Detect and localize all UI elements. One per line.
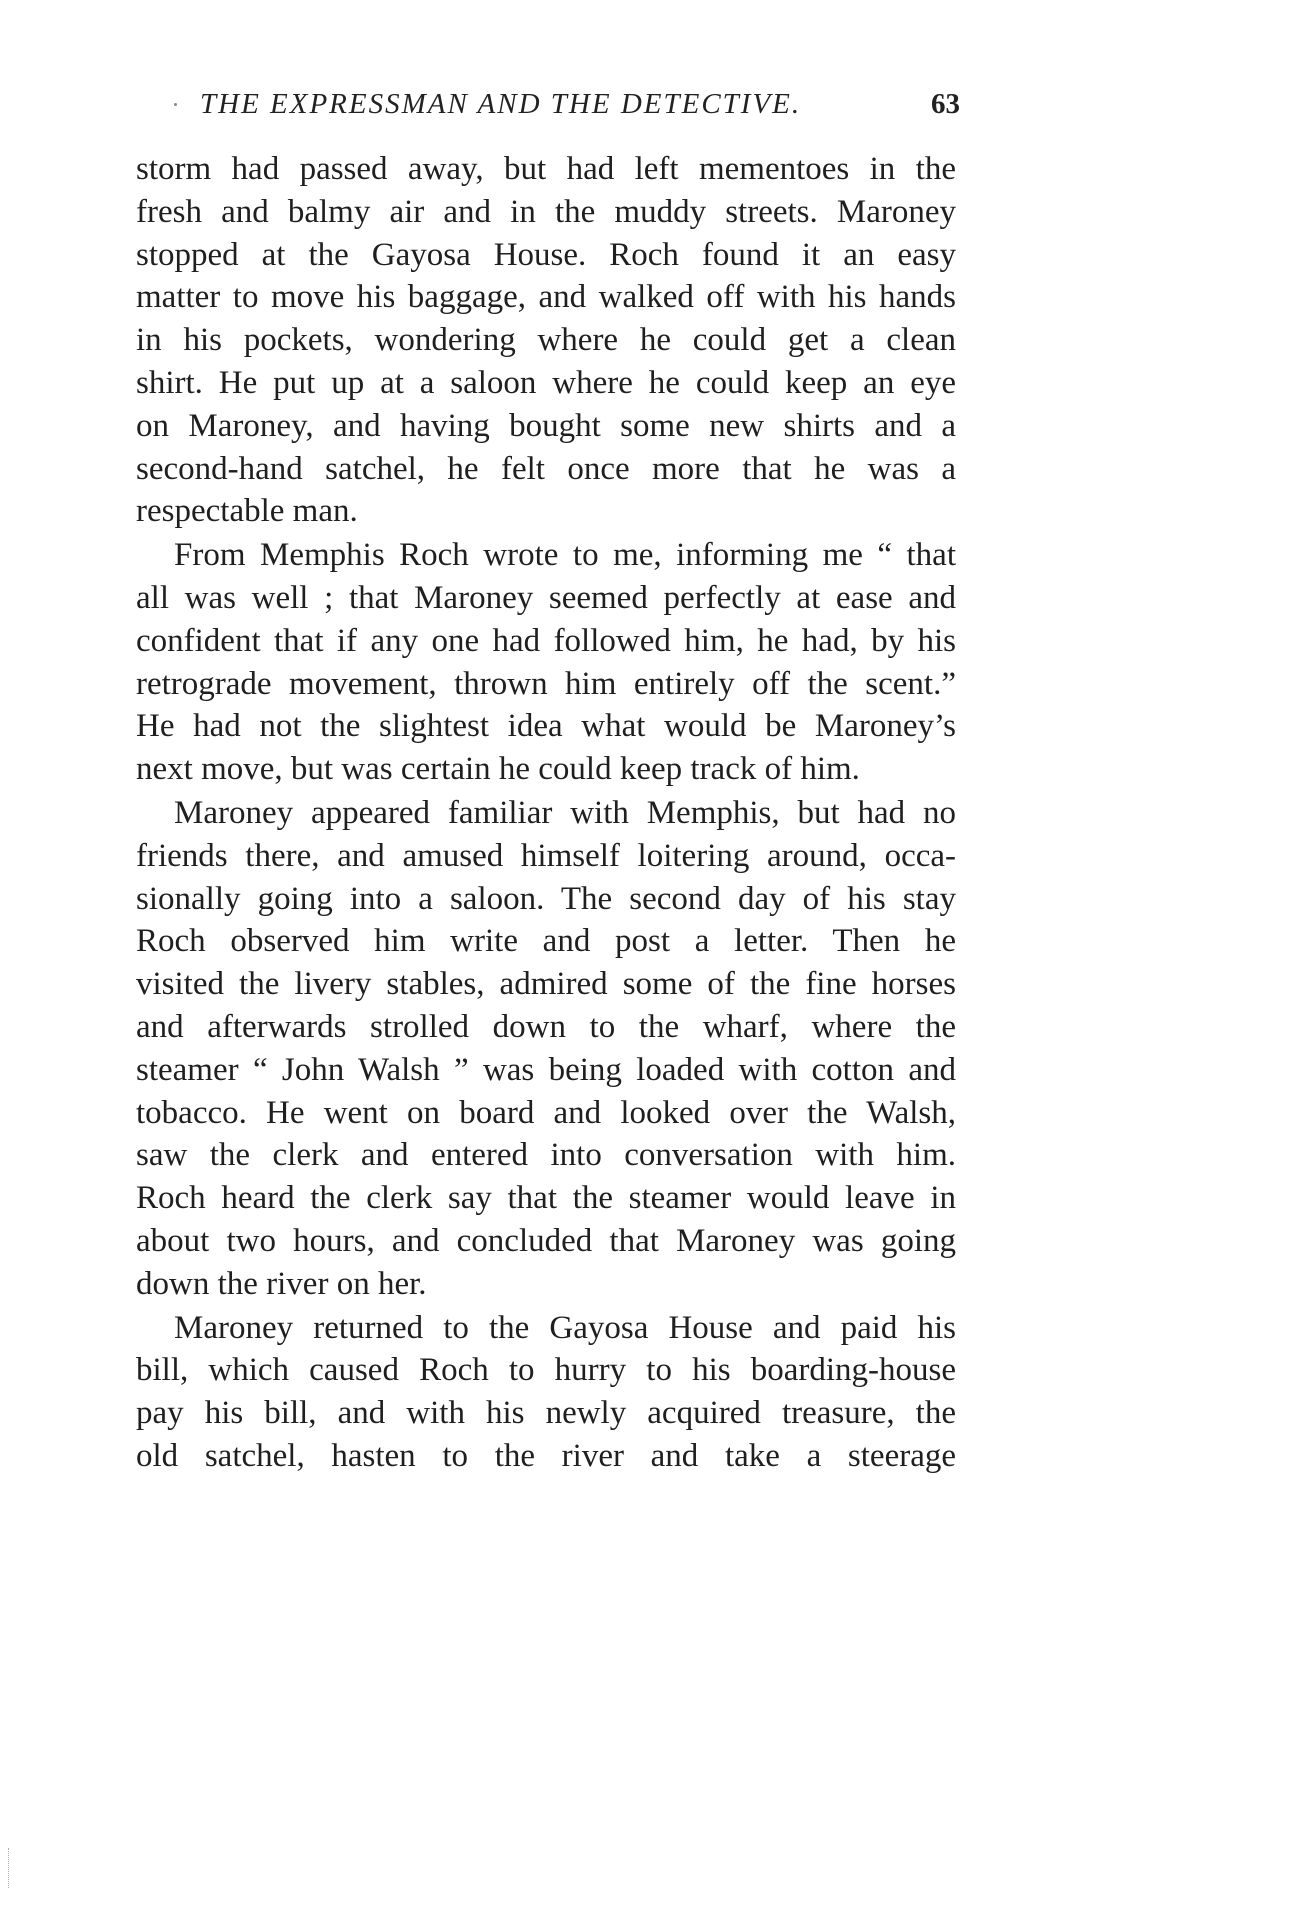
text-line: From Memphis Roch wrote to me, informing me “ that [174, 537, 956, 574]
text-line: saw the clerk and entered into conversation with him. [136, 1137, 956, 1174]
page-number: 63 [931, 88, 960, 120]
text-line: Maroney appeared familiar with Memphis, but had no [174, 794, 956, 831]
text-line: bill, which caused Roch to hurry to his boarding-house [136, 1352, 956, 1389]
text-line: friends there, and amused himself loitering around, occa- [136, 837, 956, 874]
text-line: tobacco. He went on board and looked over the Walsh, [136, 1094, 956, 1131]
paragraph [136, 1307, 956, 1478]
text-line: in his pockets, wondering where he could get a clean [136, 322, 956, 359]
text-line: confident that if any one had followed him, he had, by his [136, 622, 956, 659]
text-line: Roch heard the clerk say that the steamer would leave in [136, 1180, 956, 1217]
text-line: steamer “ John Walsh ” was being loaded with cotton and [136, 1051, 956, 1088]
text-line: about two hours, and concluded that Maroney was going [136, 1222, 956, 1259]
text-line: He had not the slightest idea what would be Maroney’s [136, 708, 956, 745]
text-line: next move, but was certain he could keep track of him. [136, 751, 860, 788]
running-title: THE EXPRESSMAN AND THE DETECTIVE. [200, 88, 802, 120]
text-line: sionally going into a saloon. The second day of his stay [136, 880, 956, 917]
text-line: and afterwards strolled down to the wharf, where the [136, 1008, 956, 1045]
text-line: storm had passed away, but had left mementoes in the [136, 151, 956, 187]
text-line: Maroney returned to the Gayosa House and paid his [174, 1309, 956, 1346]
paragraph [136, 792, 956, 1306]
text-line: second-hand satchel, he felt once more that he was a [136, 450, 956, 487]
text-line: down the river on her. [136, 1265, 427, 1302]
text-line: old satchel, hasten to the river and take a steerage [136, 1437, 956, 1474]
text-line: matter to move his baggage, and walked off with his hands [136, 279, 956, 316]
paragraph [136, 148, 956, 533]
text-line: Roch observed him write and post a letter. Then he [136, 923, 956, 960]
text-line: fresh and balmy air and in the muddy streets. Maroney [136, 193, 956, 230]
text-line: stopped at the Gayosa House. Roch found it an easy [136, 236, 956, 273]
text-line: respectable man. [136, 493, 358, 530]
text-line: on Maroney, and having bought some new shirts and a [136, 407, 956, 444]
text-line: shirt. He put up at a saloon where he could keep an eye [136, 364, 956, 401]
text-line: all was well ; that Maroney seemed perfectly at ease and [136, 579, 956, 616]
text-line: pay his bill, and with his newly acquired treasure, the [136, 1395, 956, 1432]
text-line: visited the livery stables, admired some of the fine horses [136, 966, 956, 1003]
paragraph [136, 534, 956, 791]
text-line: retrograde movement, thrown him entirely off the scent.” [136, 665, 956, 702]
body-text [136, 148, 956, 1478]
scan-edge-marks [8, 1848, 11, 1888]
running-head [200, 88, 960, 128]
margin-dot [174, 103, 177, 106]
